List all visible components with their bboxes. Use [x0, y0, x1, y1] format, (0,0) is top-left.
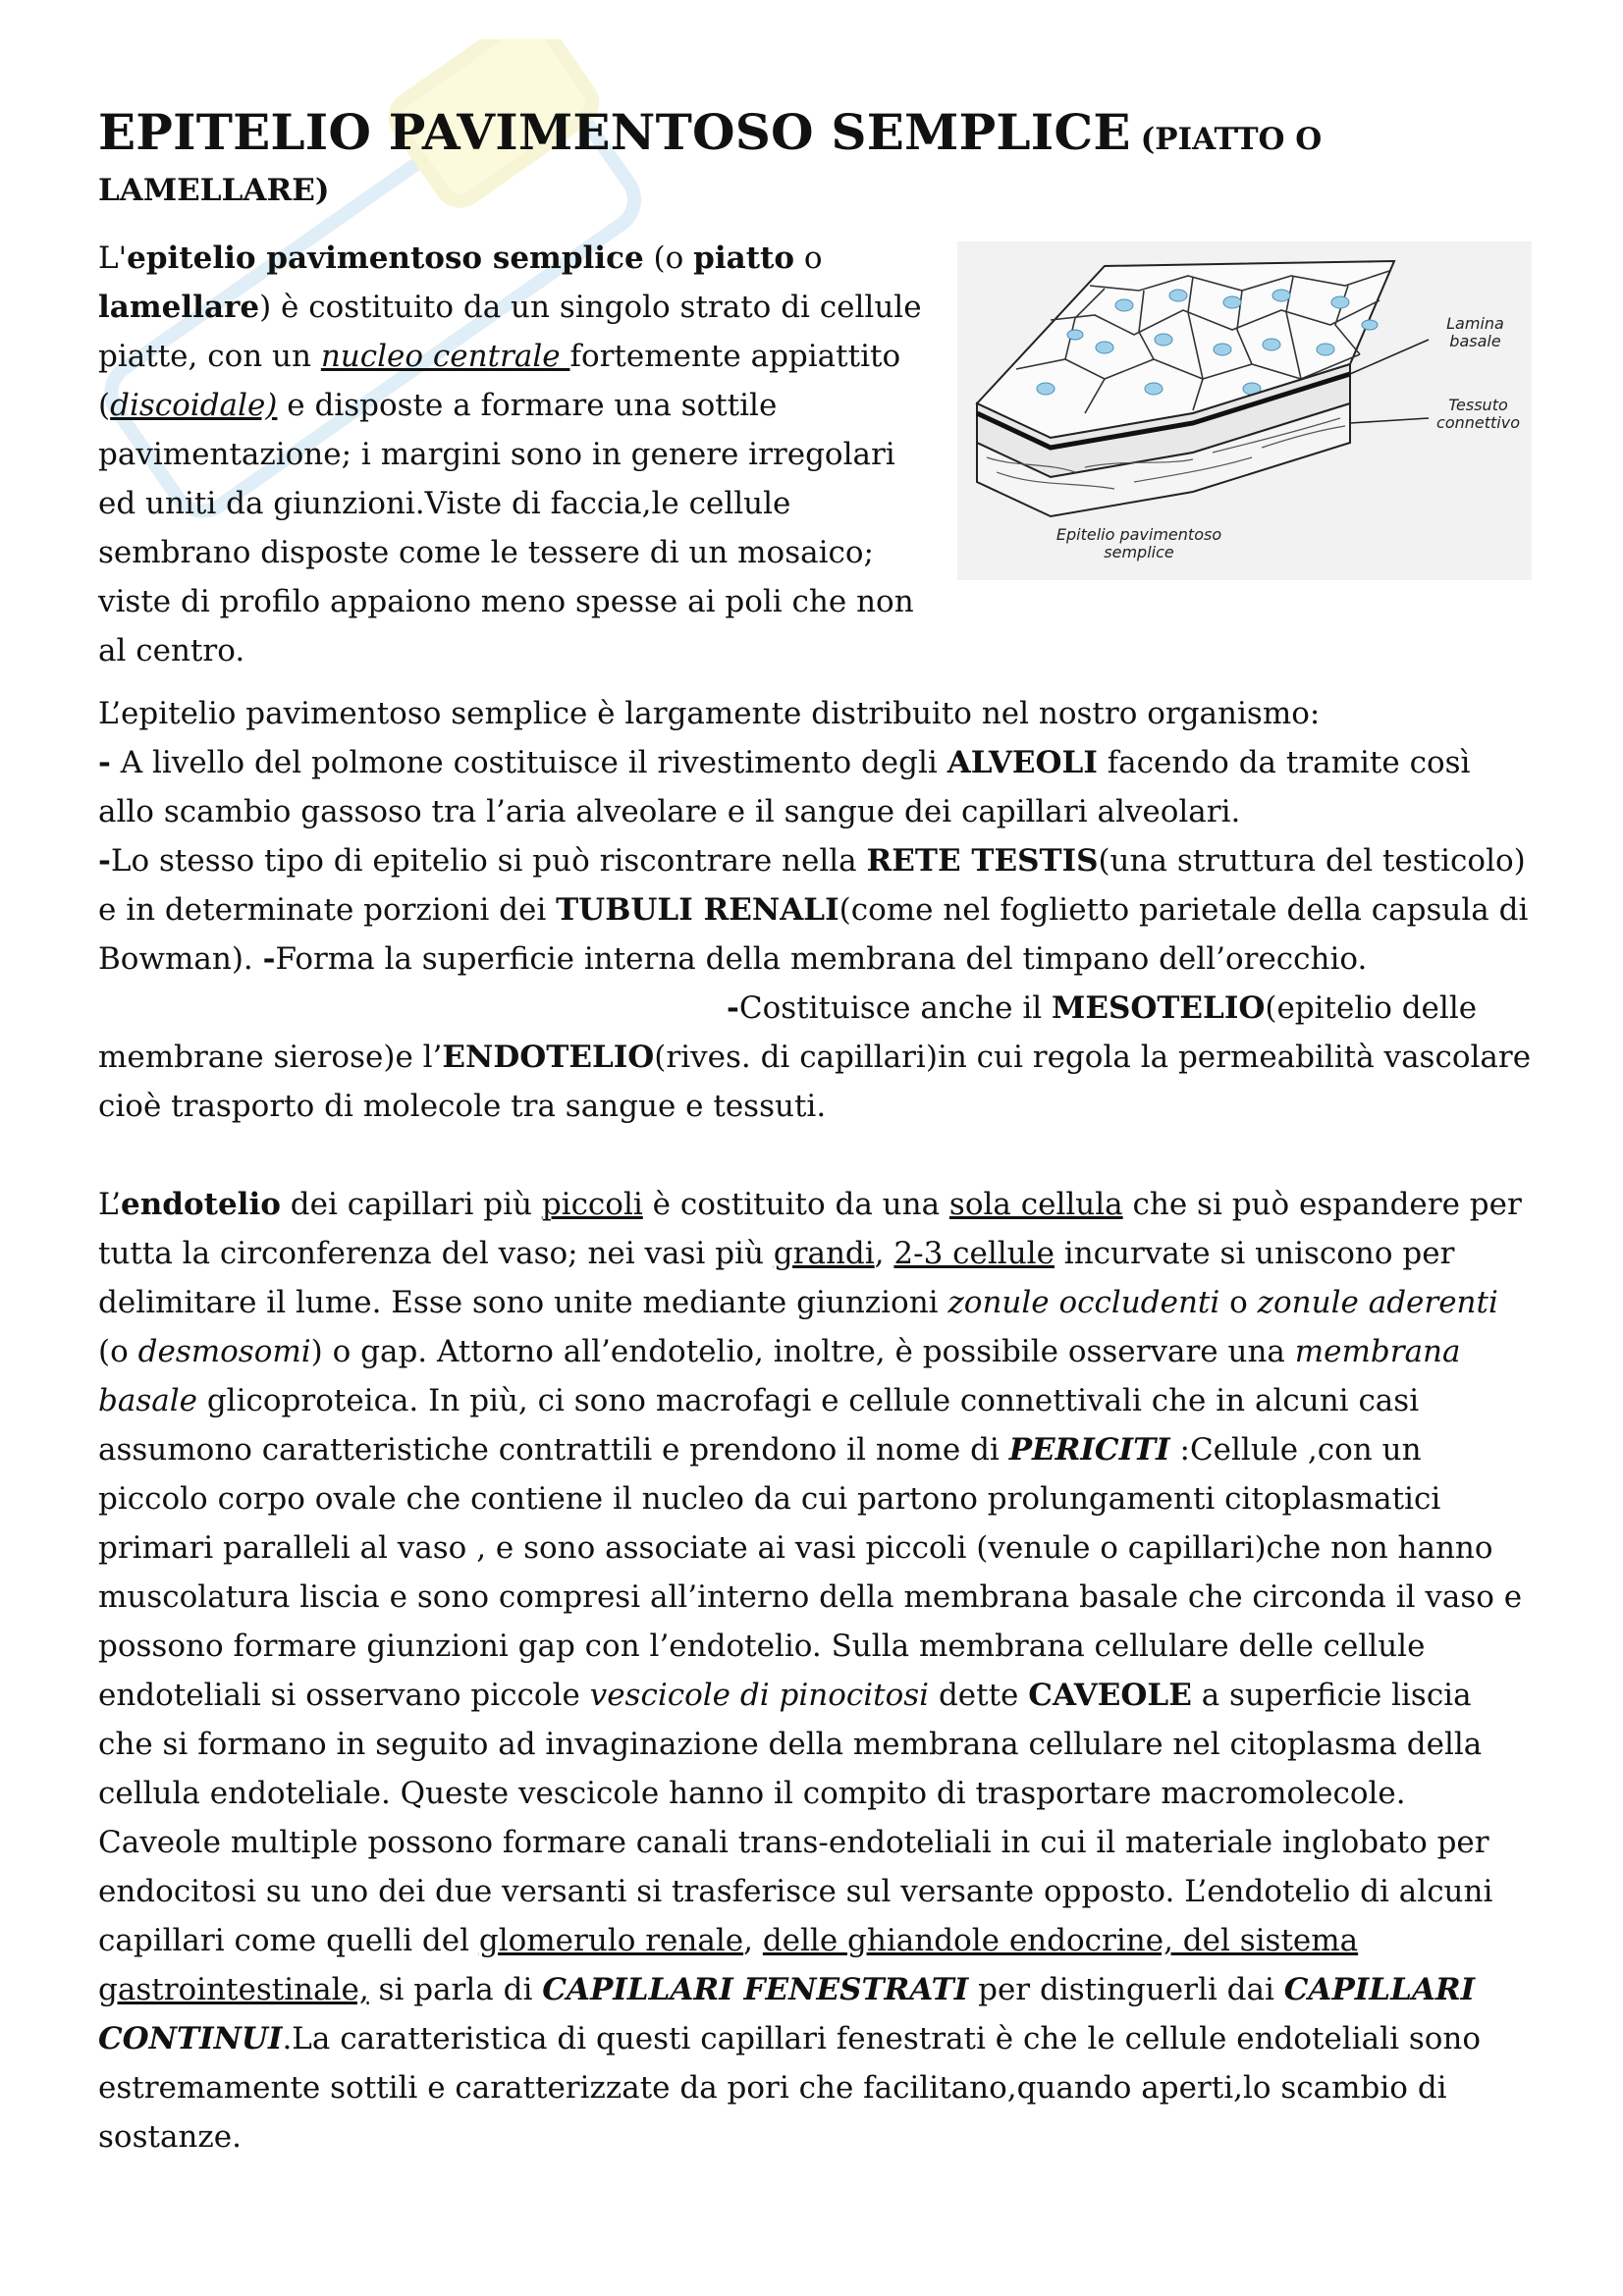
list-dash: -	[98, 843, 111, 879]
text-run: L'	[98, 240, 128, 276]
bold-italic-term: PERICITI	[1008, 1432, 1170, 1468]
text-run: ,	[743, 1923, 763, 1958]
text-run: :Cellule ,con un piccolo corpo ovale che contiene il nucleo da cui partono prolungamenti citoplasmatici primari paralleli al vaso , e sono associate ai vasi piccoli (venule o capillari)che non hanno muscolatura liscia e sono compresi all’interno della membrana basale che circonda il vaso e possono formare giunzioni gap con l’endotelio. Sulla membrana cellulare delle cellule endoteliali si osservano piccole	[98, 1432, 1523, 1713]
text-run: o	[794, 240, 823, 276]
underlined-term: delle ghiandole endocrine, del sistema gastrointestinale,	[98, 1923, 1359, 2007]
title-sub-line2: LAMELLARE)	[98, 173, 330, 208]
text-run: fortemente appiattito (	[98, 339, 901, 423]
text-run: è costituito da una	[642, 1187, 949, 1222]
underlined-term: glomerulo renale	[478, 1923, 744, 1958]
italic-term: desmosomi	[137, 1334, 311, 1369]
text-run: .La caratteristica di questi capillari fenestrati è che le cellule endoteliali sono estremamente sottili e caratterizzate da pori che facilitano,quando aperti,lo scambio di sostanze.	[98, 2021, 1482, 2155]
text-run: glicoproteica. In più, ci sono macrofagi e cellule connettivali che in alcuni casi assumono caratteristiche contrattili e prendono il nome di	[98, 1383, 1420, 1468]
list-dash: -	[262, 941, 276, 977]
text-run: Costituisce anche il	[738, 990, 1053, 1026]
document-content	[98, 98, 1532, 2162]
italic-term: membrana basale	[98, 1334, 1461, 1418]
text-run: Lo stesso tipo di epitelio si può riscontrare nella	[110, 843, 867, 879]
text-run: L’epitelio pavimentoso semplice è largamente distribuito nel nostro organismo:	[98, 696, 1321, 731]
text-run: (come nel foglietto parietale della capsula di Bowman).	[98, 892, 1529, 977]
underlined-term: sola cellula	[948, 1187, 1123, 1222]
endothelium-paragraph	[98, 1180, 1532, 2162]
distribution-paragraph	[98, 689, 1532, 1131]
title-main: EPITELIO PAVIMENTOSO SEMPLICE	[98, 103, 1131, 161]
underlined-term: discoidale)	[110, 388, 278, 423]
underlined-term: 2-3 cellule	[893, 1236, 1055, 1271]
bold-term: CAVEOLE	[1028, 1678, 1192, 1713]
text-run: si parla di	[368, 1972, 543, 2007]
figure-label-tessuto: Tessuto connettivo	[1436, 396, 1520, 432]
bold-italic-term: CAPILLARI CONTINUI	[98, 1972, 1476, 2056]
bold-term: TUBULI RENALI	[556, 892, 839, 928]
intro-section	[98, 234, 1532, 675]
text-run: (epitelio delle membrane sierose)e l’	[98, 990, 1478, 1075]
italic-term: zonule aderenti	[1257, 1285, 1498, 1320]
text-run: L’	[98, 1187, 122, 1222]
bold-term: ALVEOLI	[947, 745, 1098, 780]
text-run: Forma la superficie interna della membrana del timpano dell’orecchio.	[275, 941, 1368, 977]
text-run: (o	[98, 1334, 138, 1369]
underlined-term: grandi	[773, 1236, 875, 1271]
list-dash: -	[98, 745, 111, 780]
text-run: (una struttura del testicolo) e in determinate porzioni dei	[98, 843, 1526, 928]
text-run: a superficie liscia che si formano in seguito ad invaginazione della membrana cellulare nel citoplasma della cellula endoteliale. Queste vescicole hanno il compito di trasportare macromolecole. Caveole multiple possono formare canali trans-endoteliali in cui il materiale inglobato per endocitosi su uno dei due versanti si trasferisce sul versante opposto. L’endotelio di alcuni capillari come quelli del	[98, 1678, 1493, 1958]
figure-caption: Epitelio pavimentoso semplice	[1055, 525, 1222, 561]
list-dash: -	[727, 990, 739, 1026]
text-run: e disposte a formare una sottile pavimentazione; i margini sono in genere irregolari ed uniti da giunzioni.Viste di faccia,le cellule sembrano disposte come le tessere di un mosaico; viste di profilo appaiono meno spesse ai poli che non al centro.	[98, 388, 914, 668]
text-run: ,	[874, 1236, 894, 1271]
text-run: ) o gap. Attorno all’endotelio, inoltre, è possibile osservare una	[310, 1334, 1295, 1369]
text-run: per distinguerli dai	[968, 1972, 1284, 2007]
bold-italic-term: CAPILLARI FENESTRATI	[542, 1972, 969, 2007]
bold-term: MESOTELIO	[1052, 990, 1266, 1026]
bold-term: epitelio pavimentoso semplice	[127, 240, 644, 276]
text-run: (o	[643, 240, 694, 276]
bold-term: lamellare	[98, 290, 260, 325]
title-sub: (PIATTO O	[1140, 122, 1323, 157]
italic-term: vescicole di pinocitosi	[589, 1678, 930, 1713]
text-run: ) è costituito da un singolo strato di cellule piatte, con un	[98, 290, 922, 374]
figure-label-lamina: Lamina basale	[1446, 314, 1504, 350]
epithelium-figure	[957, 241, 1532, 580]
text-run: o	[1219, 1285, 1258, 1320]
bold-term: endotelio	[121, 1187, 281, 1222]
text-run: dette	[929, 1678, 1029, 1713]
text-run: facendo da tramite così allo scambio gassoso tra l’aria alveolare e il sangue dei capillari alveolari.	[98, 745, 1471, 829]
text-run: A livello del polmone costituisce il rivestimento degli	[110, 745, 947, 780]
bold-term: RETE TESTIS	[866, 843, 1099, 879]
italic-term: zonule occludenti	[947, 1285, 1220, 1320]
text-run: incurvate si uniscono per delimitare il lume. Esse sono unite mediante giunzioni	[98, 1236, 1455, 1320]
text-run: che si può espandere per tutta la circonferenza del vaso; nei vasi più	[98, 1187, 1522, 1271]
bold-term: piatto	[693, 240, 795, 276]
bold-term: ENDOTELIO	[442, 1040, 655, 1075]
underlined-term: nucleo centrale	[320, 339, 570, 374]
text-run: dei capillari più	[280, 1187, 542, 1222]
page-title	[98, 98, 1532, 159]
text-run: (rives. di capillari)in cui regola la permeabilità vascolare cioè trasporto di molecole tra sangue e tessuti.	[98, 1040, 1532, 1124]
underlined-term: piccoli	[541, 1187, 643, 1222]
